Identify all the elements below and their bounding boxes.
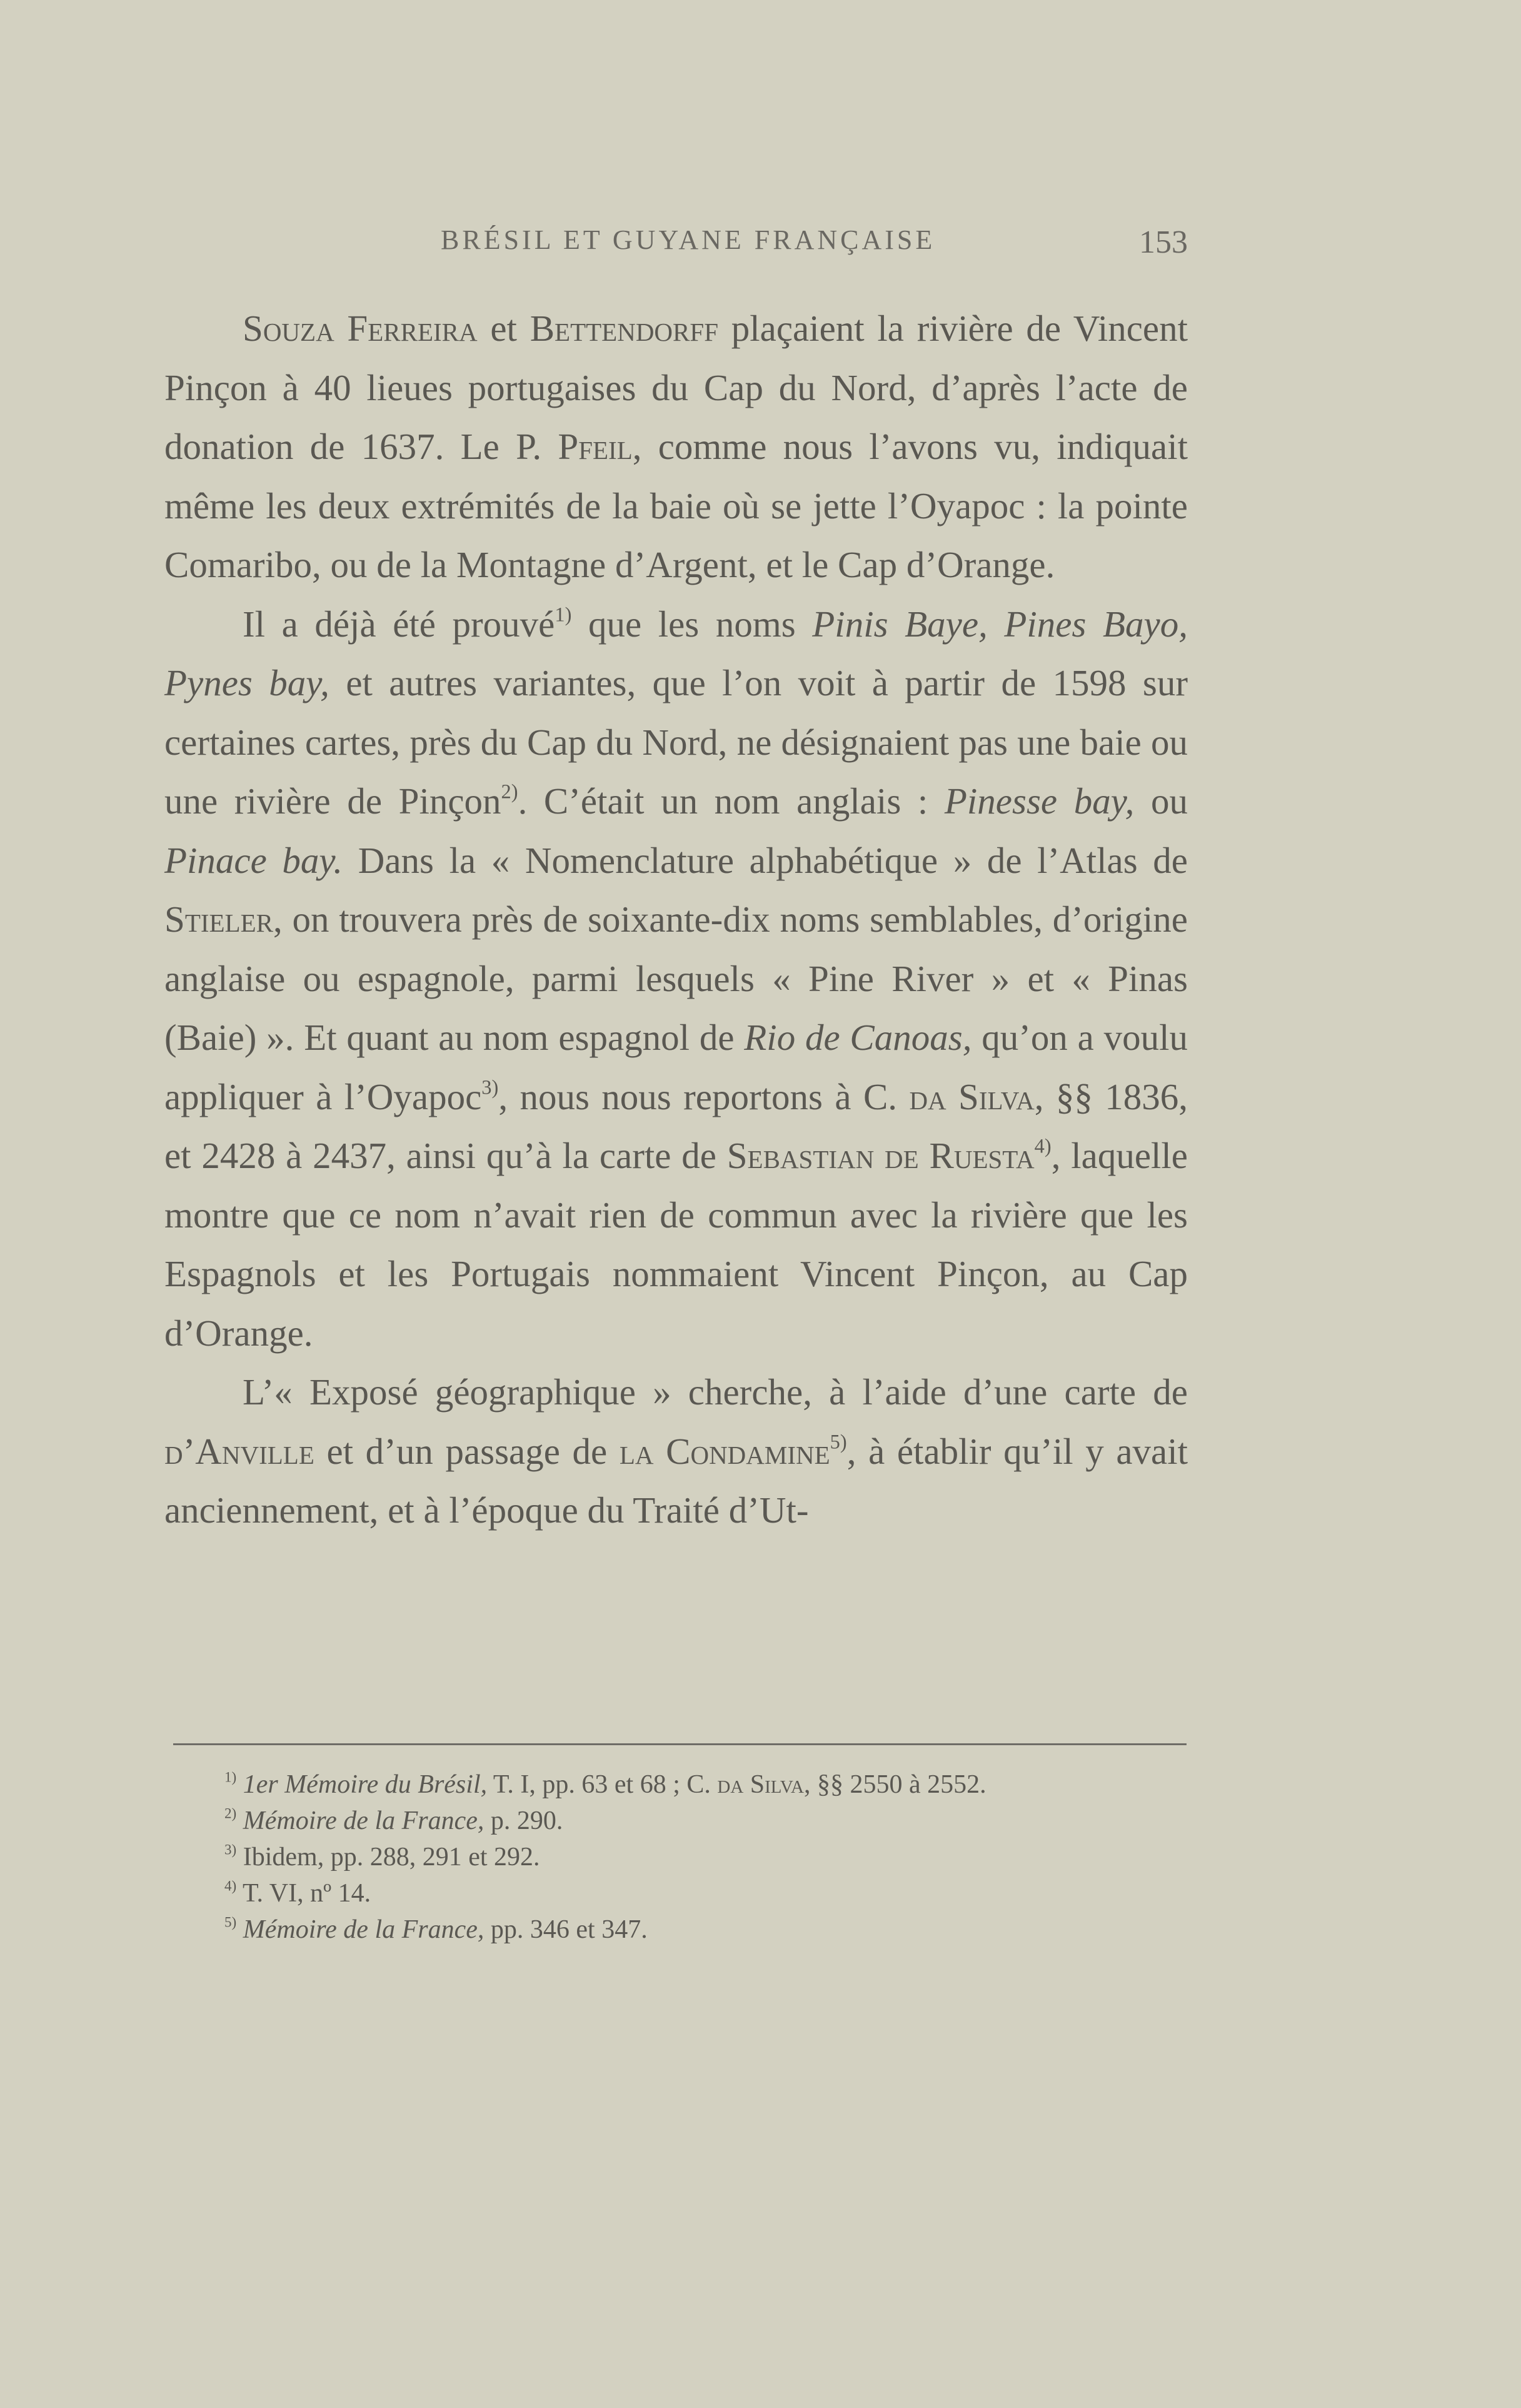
- running-title: BRÉSIL ET GUYANE FRANÇAISE: [441, 224, 936, 255]
- paragraph: [164, 299, 1188, 595]
- proper-name: Bettendorff: [530, 308, 718, 349]
- proper-name: Pfeil: [558, 426, 633, 467]
- page-number: 153: [1139, 224, 1188, 260]
- footnote-marker: 4): [224, 1877, 237, 1894]
- body-text: [164, 299, 1188, 1540]
- text-run: pp. 346 et 347.: [484, 1915, 648, 1944]
- text-run: p. 290.: [484, 1806, 563, 1835]
- footnote-marker: 1): [224, 1768, 237, 1785]
- text-run: et: [477, 308, 530, 349]
- proper-name: la Condamine: [619, 1430, 830, 1472]
- text-run: , §§ 1836, et 2428 à 2437, ainsi qu’à la carte de: [164, 1076, 1188, 1176]
- footnote-marker: 5): [830, 1431, 847, 1454]
- text-run: L’« Exposé géographique » cherche, à l’aide d’une carte de: [243, 1371, 1188, 1413]
- text-run: [236, 1915, 243, 1944]
- footnote: [224, 1912, 1188, 1948]
- text-run: T. VI, nº 14.: [236, 1879, 371, 1908]
- footnote-marker: 2): [224, 1805, 237, 1821]
- text-run: Dans la « Nomenclature alphabétique » de l’Atlas de: [343, 839, 1188, 881]
- proper-name: da Silva: [717, 1770, 804, 1799]
- footnotes: [224, 1766, 1188, 1948]
- text-run: Ibidem, pp. 288, 291 et 292.: [236, 1843, 540, 1871]
- proper-name: Sebastian de Ruesta: [726, 1135, 1035, 1176]
- text-run: , à établir qu’il y avait anciennement, et à l’époque du Traité d’Ut-: [164, 1430, 1188, 1531]
- footnote-marker: 4): [1034, 1135, 1052, 1158]
- text-run: , §§ 2550 à 2552.: [804, 1770, 986, 1799]
- text-run: et d’un passage de: [314, 1430, 620, 1472]
- text-run: qu’on a voulu appliquer à l’Oyapoc: [164, 1017, 1188, 1117]
- footnote-marker: 1): [555, 603, 572, 627]
- text-run: et autres variantes, que l’on voit à partir de 1598 sur certaines cartes, près du Cap du Nord, ne désignaient pas une baie ou une rivière de Pinçon: [164, 662, 1188, 822]
- text-run: , laquelle montre que ce nom n’avait rien de commun avec la rivière que les Espagnols et les Portugais nommaient Vincent Pinçon, au Cap d’Orange.: [164, 1135, 1188, 1354]
- text-run: que les noms: [571, 603, 813, 645]
- proper-name: da Silva: [909, 1076, 1035, 1117]
- paragraph: [164, 1363, 1188, 1540]
- paragraph: [164, 595, 1188, 1363]
- footnote: [224, 1766, 1188, 1803]
- footnote: [224, 1875, 1188, 1912]
- footnote-marker: 2): [501, 780, 518, 804]
- italic-title: 1er Mémoire du Brésil,: [243, 1770, 488, 1799]
- italic-title: Pinesse bay,: [944, 780, 1135, 822]
- text-run: plaçaient la rivière de Vincent Pinçon à 40 lieues portugaises du Cap du Nord, d’après l’acte de donation de 1637. Le P.: [164, 308, 1188, 467]
- proper-name: Stieler: [164, 899, 273, 940]
- text-run: T. I, pp. 63 et 68 ; C.: [487, 1770, 718, 1799]
- footnote-marker: 3): [224, 1841, 237, 1858]
- text-run: [236, 1806, 243, 1835]
- proper-name: d’Anville: [164, 1430, 314, 1472]
- italic-title: Rio de Canoas,: [744, 1017, 972, 1058]
- page-header: [164, 224, 1188, 268]
- footnote-marker: 3): [481, 1076, 499, 1099]
- footnote: [224, 1839, 1188, 1875]
- footnote-divider: [173, 1743, 1187, 1745]
- proper-name: Souza Ferreira: [243, 308, 478, 349]
- italic-title: Mémoire de la France,: [243, 1915, 484, 1944]
- italic-title: Pinace bay.: [164, 839, 343, 881]
- text-run: ou: [1134, 780, 1188, 822]
- text-run: [236, 1770, 243, 1799]
- footnote-marker: 5): [224, 1913, 237, 1930]
- text-run: , comme nous l’avons vu, indiquait même les deux extrémités de la baie où se jette l’Oyapoc : la pointe Comaribo, ou de la Montagne d’Argent, et le Cap d’Orange.: [164, 426, 1188, 585]
- italic-title: Mémoire de la France,: [243, 1806, 484, 1835]
- text-run: , on trouvera près de soixante-dix noms semblables, d’origine anglaise ou espagnole, parmi lesquels « Pine River » et « Pinas (Baie) ». Et quant au nom espagnol de: [164, 899, 1188, 1058]
- text-run: , nous nous reportons à C.: [498, 1076, 910, 1117]
- italic-title: Pinis Baye, Pines Bayo, Pynes bay,: [164, 603, 1188, 703]
- text-run: Il a déjà été prouvé: [243, 603, 555, 645]
- footnote: [224, 1803, 1188, 1839]
- text-run: . C’était un nom anglais :: [518, 780, 945, 822]
